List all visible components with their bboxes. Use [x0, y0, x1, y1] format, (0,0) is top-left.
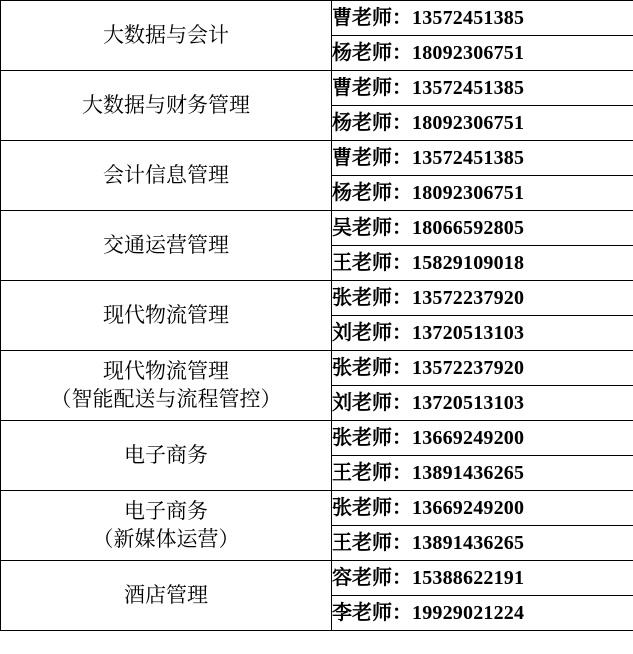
table-row — [1, 71, 633, 106]
teacher-name: 刘老师： — [332, 392, 412, 414]
teacher-contact-cell — [332, 596, 633, 631]
major-name-line: （智能配送与流程管控） — [50, 386, 282, 411]
teacher-name: 杨老师： — [332, 182, 412, 204]
teacher-phone-number: 15388622191 — [412, 567, 525, 589]
teacher-name: 王老师： — [332, 532, 412, 554]
major-name-cell — [1, 211, 332, 281]
teacher-contact-cell — [332, 386, 633, 421]
major-name-line: 大数据与会计 — [103, 22, 229, 47]
major-name-cell — [1, 281, 332, 351]
teacher-name: 王老师： — [332, 252, 412, 274]
major-name-line: 酒店管理 — [124, 582, 208, 607]
teacher-contact-cell — [332, 141, 633, 176]
teacher-phone-number: 13572451385 — [412, 7, 525, 29]
teacher-phone-number: 18092306751 — [412, 42, 525, 64]
teacher-name: 吴老师： — [332, 217, 412, 239]
teacher-name: 曹老师： — [332, 7, 412, 29]
major-name-cell — [1, 491, 332, 561]
table-row — [1, 421, 633, 456]
teacher-name: 张老师： — [332, 287, 412, 309]
table-row — [1, 211, 633, 246]
teacher-contact-cell — [332, 176, 633, 211]
teacher-contact-cell — [332, 211, 633, 246]
teacher-phone-number: 18092306751 — [412, 112, 525, 134]
teacher-contact-cell — [332, 281, 633, 316]
table-row — [1, 491, 633, 526]
major-name-cell — [1, 421, 332, 491]
teacher-name: 张老师： — [332, 427, 412, 449]
teacher-name: 曹老师： — [332, 77, 412, 99]
major-name-line: 交通运营管理 — [103, 232, 229, 257]
table-row — [1, 1, 633, 36]
major-name-line: （新媒体运营） — [92, 526, 240, 551]
teacher-contact-cell — [332, 106, 633, 141]
major-name-line: 现代物流管理 — [103, 302, 229, 327]
teacher-phone-number: 13720513103 — [412, 392, 525, 414]
teacher-phone-number: 18092306751 — [412, 182, 525, 204]
teacher-contact-cell — [332, 246, 633, 281]
major-name-cell — [1, 1, 332, 71]
major-name-cell — [1, 71, 332, 141]
teacher-contact-cell — [332, 456, 633, 491]
teacher-phone-number: 13891436265 — [412, 462, 525, 484]
major-name-line: 现代物流管理 — [103, 358, 229, 383]
teacher-contact-cell — [332, 491, 633, 526]
major-name-line: 电子商务 — [124, 498, 208, 523]
teacher-phone-number: 13720513103 — [412, 322, 525, 344]
teacher-contact-cell — [332, 351, 633, 386]
teacher-contact-cell — [332, 526, 633, 561]
major-name-cell — [1, 561, 332, 631]
teacher-name: 张老师： — [332, 497, 412, 519]
teacher-phone-number: 13572451385 — [412, 77, 525, 99]
teacher-contact-cell — [332, 316, 633, 351]
teacher-phone-number: 19929021224 — [412, 602, 525, 624]
teacher-phone-number: 13891436265 — [412, 532, 525, 554]
teacher-name: 王老师： — [332, 462, 412, 484]
teacher-contact-cell — [332, 36, 633, 71]
teacher-name: 张老师： — [332, 357, 412, 379]
teacher-contact-cell — [332, 71, 633, 106]
major-name-cell — [1, 351, 332, 421]
teacher-name: 杨老师： — [332, 42, 412, 64]
teacher-phone-number: 18066592805 — [412, 217, 525, 239]
teacher-name: 容老师： — [332, 567, 412, 589]
teacher-contact-cell — [332, 1, 633, 36]
table-body — [1, 1, 633, 631]
teacher-name: 刘老师： — [332, 322, 412, 344]
teacher-name: 李老师： — [332, 602, 412, 624]
table-row — [1, 561, 633, 596]
teacher-phone-number: 13669249200 — [412, 427, 525, 449]
teacher-phone-number: 15829109018 — [412, 252, 525, 274]
major-name-line: 电子商务 — [124, 442, 208, 467]
teacher-phone-number: 13572237920 — [412, 357, 525, 379]
table-row — [1, 281, 633, 316]
teacher-contact-cell — [332, 561, 633, 596]
table-row — [1, 351, 633, 386]
table-row — [1, 141, 633, 176]
teacher-phone-number: 13572451385 — [412, 147, 525, 169]
major-name-cell — [1, 141, 332, 211]
teacher-phone-number: 13669249200 — [412, 497, 525, 519]
teacher-name: 杨老师： — [332, 112, 412, 134]
major-name-line: 会计信息管理 — [103, 162, 229, 187]
teacher-name: 曹老师： — [332, 147, 412, 169]
teacher-contact-cell — [332, 421, 633, 456]
major-name-line: 大数据与财务管理 — [82, 92, 250, 117]
teacher-phone-number: 13572237920 — [412, 287, 525, 309]
